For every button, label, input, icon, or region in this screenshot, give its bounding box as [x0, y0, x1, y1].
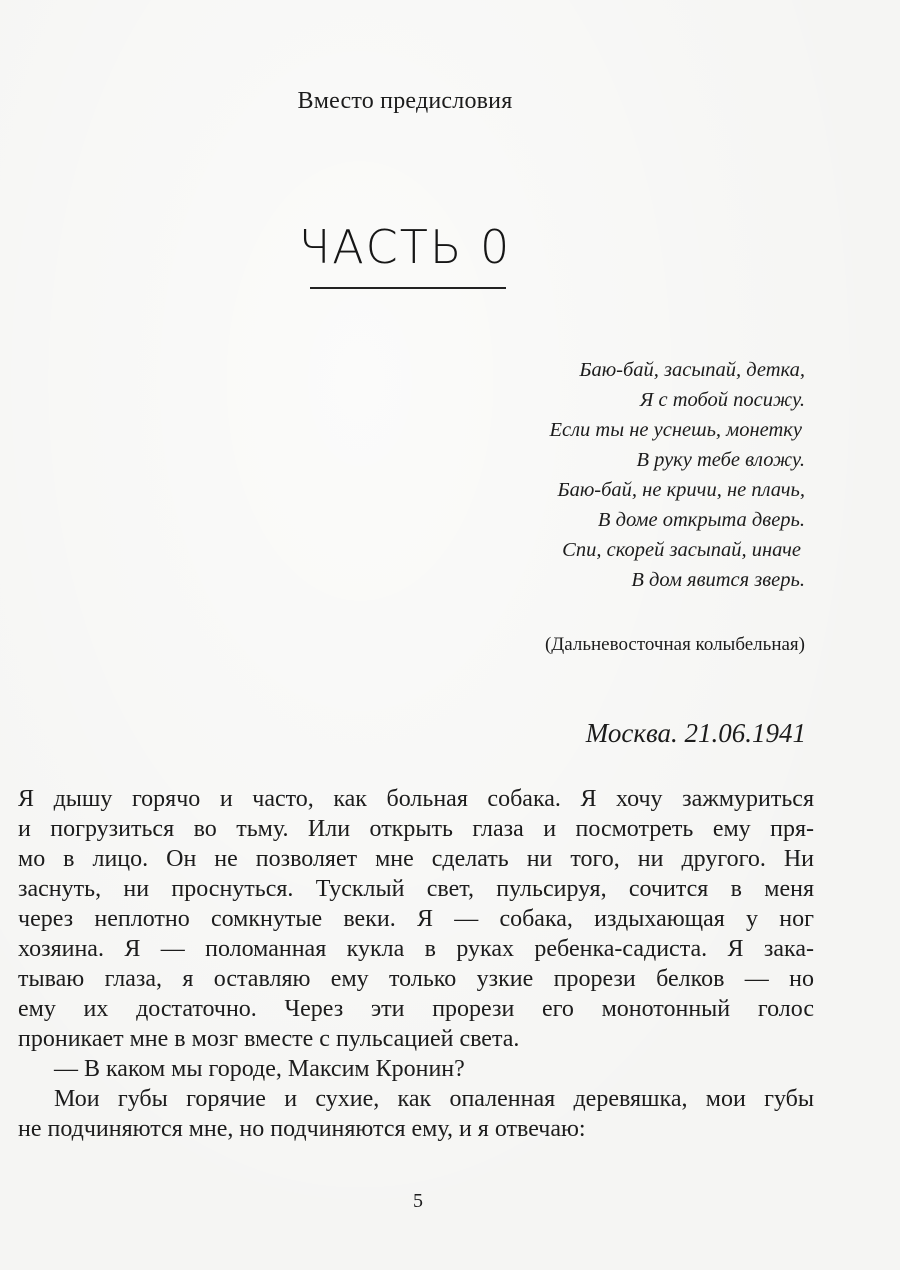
- title-underline: [310, 287, 506, 289]
- epigraph-line: Если ты не уснешь, монетку: [549, 419, 802, 441]
- epigraph-line: В доме открыта дверь.: [597, 509, 805, 531]
- body-line: и погрузиться во тьму. Или открыть глаза и посмотреть ему пря-: [18, 816, 814, 842]
- epigraph-line: Баю-бай, не кричи, не плачь,: [557, 479, 805, 501]
- part-title: ЧАСТЬ 0: [298, 220, 512, 274]
- page-number: 5: [413, 1190, 423, 1212]
- epigraph-line: В руку тебе вложу.: [636, 449, 805, 471]
- epigraph: [445, 355, 805, 595]
- body-line: хозяина. Я — поломанная кукла в руках ребенка-садиста. Я зака-: [18, 936, 814, 962]
- body-line: тываю глаза, я оставляю ему только узкие прорези белков — но: [18, 966, 814, 992]
- body-line: проникает мне в мозг вместе с пульсацией света.: [18, 1026, 520, 1052]
- place-date: Москва. 21.06.1941: [585, 718, 806, 748]
- body-line: ему их достаточно. Через эти прорези его монотонный голос: [18, 996, 814, 1022]
- epigraph-line: Спи, скорей засыпай, иначе: [562, 539, 801, 561]
- preface-heading: Вместо предисловия: [297, 88, 513, 114]
- body-line: заснуть, ни проснуться. Тусклый свет, пульсируя, сочится в меня: [18, 876, 814, 902]
- epigraph-line: В дом явится зверь.: [631, 569, 805, 591]
- body-line: не подчиняются мне, но подчиняются ему, и я отвечаю:: [18, 1116, 586, 1142]
- body-line: — В каком мы городе, Максим Кронин?: [54, 1056, 465, 1082]
- epigraph-line: Баю-бай, засыпай, детка,: [579, 359, 805, 381]
- body-line: через неплотно сомкнутые веки. Я — собака, издыхающая у ног: [18, 906, 814, 932]
- epigraph-line: Я с тобой посижу.: [639, 389, 805, 411]
- body-text: [18, 784, 814, 1144]
- body-line: Мои губы горячие и сухие, как опаленная деревяшка, мои губы: [54, 1086, 814, 1112]
- epigraph-source: (Дальневосточная колыбельная): [544, 634, 805, 655]
- body-line: мо в лицо. Он не позволяет мне сделать ни того, ни другого. Ни: [18, 846, 814, 872]
- body-line: Я дышу горячо и часто, как больная собака. Я хочу зажмуриться: [18, 786, 814, 812]
